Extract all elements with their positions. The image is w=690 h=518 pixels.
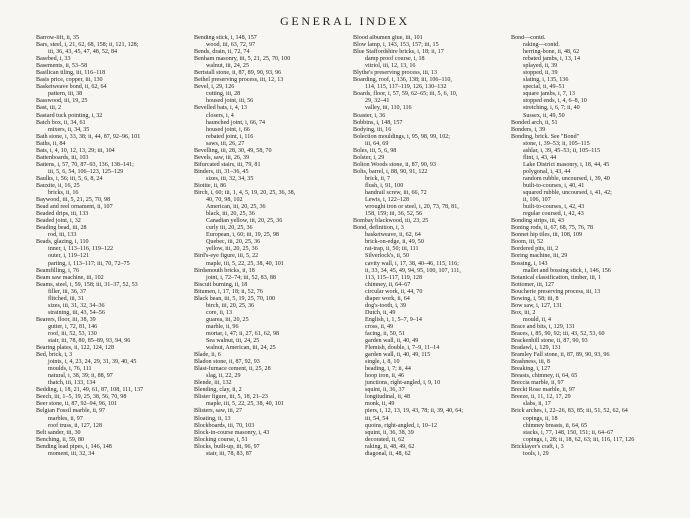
index-subentry: garden wall, ii, 40, 49 [365, 338, 419, 345]
index-subentry: rebated jambs, i, 13, 14 [523, 56, 581, 63]
index-subentry: polygonal, i, 43, 44 [523, 168, 571, 175]
index-subentry: sizes, iii, 31, 32, 34–36 [48, 302, 105, 309]
index-subentry: birch, iii, 20, 25, 36 [206, 302, 255, 309]
index-subentry: stacks, i, 77, 148, 150, 151; ii, 64–67 [523, 429, 614, 436]
index-entry: Biotite, ii, 86 [194, 182, 227, 189]
index-subentry: mixers, ii, 34, 35 [48, 126, 90, 133]
index-subentry: bricks, ii, 16 [48, 190, 79, 197]
index-subentry: 114, 115, 117–119, 126, 130–132 [365, 84, 447, 91]
index-entry: Baulks, i, 56; iii, 5, 6, 8, 24 [36, 175, 103, 182]
index-entry: Blow lamp, i, 143, 153, 157; iii, 15 [353, 42, 439, 49]
index-subentry: roof, iii, 52, 53, 130 [48, 330, 97, 337]
index-subentry: Lake District masonry, i, 18, 44, 45 [523, 161, 610, 168]
index-entry: Bethel preserving process, iii, 12, 13 [194, 77, 284, 84]
index-entry: Beaded joint, i, 32 [36, 218, 81, 225]
index-subentry: American, iii, 20, 25, 36 [206, 204, 266, 211]
index-subentry: 29, 32–41 [365, 98, 390, 105]
index-subentry: squint, ii, 36, 37 [365, 387, 405, 394]
index-entry: Bond, definition, i, 3 [353, 225, 404, 232]
index-entry: Bloating, ii, 13 [194, 415, 231, 422]
index-subentry: natural, i, 38, 39; ii, 88, 97 [48, 373, 113, 380]
index-subentry: slabs, ii, 17 [523, 401, 551, 408]
index-entry: Bats, i, 4, 10, 12, 13, 29; iii, 104 [36, 147, 115, 154]
index-entry: Birch, i, 60; iii, 1, 4, 5, 19, 20, 25, 36, 38, [194, 190, 296, 197]
index-subentry: piers, i, 12, 13, 19, 43, 78; ii, 39, 40, 64; [365, 408, 464, 415]
index-subentry: marbles, ii, 97 [48, 415, 83, 422]
index-entry: Bitumen, i, 17, 18; ii, 52, 76 [194, 288, 263, 295]
index-entry: Botanical classification, timber, iii, 1 [511, 274, 601, 281]
index-entry: Blister figure, iii, 5, 18, 21–23 [194, 394, 268, 401]
index-subentry: European, i, 60; iii, 19, 25, 98 [206, 232, 279, 239]
index-column-2 [194, 35, 346, 513]
index-entry: Blade, ii, 6 [194, 352, 221, 359]
index-entry: Bevelling, iii, 28, 30, 49, 58, 70 [194, 147, 272, 154]
index-subentry: Flemish, double, i, 7–9, 11–14 [365, 345, 440, 352]
index-entry: Bladon stone, ii, 87, 92, 93 [194, 359, 260, 366]
index-subentry: filler, iii, 36, 37 [48, 288, 87, 295]
index-entry: Blast-furnace cement, ii, 25, 28 [194, 366, 271, 373]
index-entry: Bending lead pipes, i, 146, 148 [36, 443, 112, 450]
index-subentry: copings, ii, 18 [523, 415, 558, 422]
index-subentry: longitudinal, ii, 48 [365, 394, 411, 401]
index-entry: Black bean, iii, 5, 19, 25, 70, 100 [194, 295, 276, 302]
index-entry: Boning rods, ii, 67, 68, 75, 76, 78 [511, 225, 594, 232]
index-entry: Brashness, iii, 8 [511, 359, 550, 366]
index-entry: Bearing plates, ii, 122, 124, 128 [36, 345, 115, 352]
index-subentry: iii, 54, 54 [365, 415, 389, 422]
index-subentry: decorated, ii, 62 [365, 436, 405, 443]
index-entry: Bifurcated stairs, iii, 79, 81 [194, 161, 261, 168]
index-entry: Bolton Woods stone, ii, 87, 90, 93 [353, 161, 437, 168]
index-subentry: mallet and bossing stick, i, 146, 156 [523, 267, 611, 274]
index-entry: Braces, i, 85, 90, 92; iii, 43, 52, 53, 60 [511, 330, 605, 337]
index-entry: Benham masonry, iii, 5, 21, 25, 70, 100 [194, 56, 291, 63]
index-subentry: yellow, iii, 20, 25, 36 [206, 246, 258, 253]
index-entry: Bed, brick, i, 3 [36, 352, 73, 359]
index-subentry: gutter, i, 72, 81, 146 [48, 323, 98, 330]
index-subentry: iii, 36, 43, 45, 47, 48, 52, 84 [48, 49, 118, 56]
index-entry: Boards, floor, i, 57, 59, 62–65; iii, 5, 6, 10, [353, 91, 458, 98]
index-subentry: random rubble, uncoursed, i, 39, 40 [523, 175, 610, 182]
index-subentry: heading, i, 7; ii, 44 [365, 366, 411, 373]
index-entry: Brick arches, i, 22–26, 83, 85; iii, 51, 52, 62, 64 [511, 408, 628, 415]
index-entry: Bonding strips, iii, 43 [511, 218, 564, 225]
index-subentry: 40, 70, 98, 102 [206, 197, 243, 204]
index-subentry: Lewis, i, 122–128 [365, 197, 410, 204]
index-entry: Bricklayer's craft, i, 3 [511, 443, 564, 450]
index-subentry: brick-on-edge, ii, 49, 50 [365, 239, 424, 246]
index-subentry: flush, i, 91, 100 [365, 182, 404, 189]
page-title: GENERAL INDEX [280, 14, 410, 28]
index-subentry: roof truss, ii, 127, 128 [48, 422, 102, 429]
index-entry: Beading bead, iii, 28 [36, 225, 87, 232]
index-subentry: joints, i, 4, 23, 24, 29, 31, 39, 40, 45 [48, 359, 137, 366]
index-entry: Beads, glazing, i, 110 [36, 239, 89, 246]
index-column-1 [36, 35, 188, 513]
index-subentry: straining, iii, 43, 54–56 [48, 309, 105, 316]
index-entry: Basketweave bond, ii, 62, 64 [36, 84, 107, 91]
index-entry: Basilican tiling, iii, 116–118 [36, 70, 106, 77]
index-entry: Blockboards, iii, 70, 103 [194, 422, 255, 429]
index-subentry: 113, 115–117, 119, 128 [365, 274, 422, 281]
index-entry: Bird's-eye figure, iii, 5, 22 [194, 253, 259, 260]
index-subentry: mould, ii, 4 [523, 316, 552, 323]
index-entry: Beamfilling, i, 76 [36, 267, 79, 274]
index-entry: Box, iii, 2 [511, 309, 536, 316]
index-subentry: inner, i, 113–116, 119–122 [48, 246, 114, 253]
index-subentry: valley, iii, 110, 116 [365, 105, 412, 112]
index-subentry: stopped, ii, 39 [523, 70, 558, 77]
index-subentry: marble, ii, 96 [206, 323, 239, 330]
index-entry: Breckt Rose marble, ii, 97 [511, 387, 575, 394]
index-subentry: facing, ii, 50, 51 [365, 330, 405, 337]
index-entry: Bending stick, i, 148, 157 [194, 35, 257, 41]
index-columns [36, 35, 666, 513]
index-entry: Breeze, ii, 11, 12, 17, 29 [511, 394, 571, 401]
index-entry: Bottomer, iii, 127 [511, 281, 555, 288]
index-subentry: iii, 64, 69 [365, 140, 389, 147]
index-subentry: ii, 106, 107 [523, 197, 551, 204]
index-subentry: 158, 159; iii, 36, 52, 56 [365, 211, 423, 218]
index-subentry: splayed, ii, 39 [523, 63, 558, 70]
index-entry: Boarding, roof, i, 136, 138; iii, 106–110, [353, 77, 452, 84]
index-entry: Batch box, ii, 34, 61 [36, 119, 86, 126]
index-subentry: outer, i, 119–121 [48, 253, 90, 260]
index-entry: Bevels, saw, iii, 26, 39 [194, 154, 250, 161]
index-subentry: moment, iii, 32, 34 [48, 450, 95, 457]
index-subentry: walnut, iii, 24, 25 [206, 63, 249, 70]
index-entry: Bauxite, ii, 16, 25 [36, 182, 80, 189]
index-subentry: saws, iii, 26, 27 [206, 140, 245, 147]
index-entry: Bevel, i, 29, 126 [194, 84, 235, 91]
index-entry: Brackenhill stone, ii, 87, 90, 93 [511, 338, 588, 345]
index-subentry: iii, 5, 6, 54, 106–123, 125–129 [48, 168, 124, 175]
index-entry: Breasts, chimney, ii, 64, 65 [511, 373, 578, 380]
index-subentry: Sussex, ii, 49, 50 [523, 112, 565, 119]
index-subentry: black, iii, 20, 25, 36 [206, 211, 255, 218]
index-subentry: Dutch, ii, 49 [365, 309, 396, 316]
index-entry: Bends, drain, ii, 72, 74 [194, 49, 250, 56]
index-subentry: parting, i, 113–117; iii, 70, 72–75 [48, 260, 130, 267]
index-entry: Bath stone, i, 33, 38; ii, 44, 87, 92–96, 101 [36, 133, 141, 140]
index-entry: Barrow-lift, ii, 35 [36, 35, 79, 41]
index-entry: Battenboards, iii, 103 [36, 154, 89, 161]
index-subentry: rod, iii, 133 [48, 232, 77, 239]
index-entry: Binders, iii, 31–36, 45 [194, 168, 249, 175]
index-subentry: Canadian yellow, iii, 20, 25, 36 [206, 218, 283, 225]
index-subentry: flitched, iii, 31 [48, 295, 84, 302]
index-entry: Baths, ii, 84 [36, 140, 66, 147]
index-entry: Breaking, i, 127 [511, 366, 551, 373]
index-entry: Belt sander, iii, 30 [36, 429, 81, 436]
index-subentry: cutting, iii, 28 [206, 91, 241, 98]
index-entry: Bonding, brick. See "Bond" [511, 133, 580, 140]
index-entry: Bast, iii, 2 [36, 105, 62, 112]
index-entry: Bonnet hip tiles, iii, 108, 109 [511, 232, 583, 239]
index-entry: Bolection mouldings, i, 95, 98, 99, 102; [353, 133, 450, 140]
index-entry: Bonded arch, ii, 51 [511, 119, 558, 126]
index-entry: Blocks, built-up, iii, 96, 97 [194, 443, 260, 450]
index-subentry: regular coursed, i, 42, 43 [523, 211, 584, 218]
index-entry: Bond—contd. [511, 35, 546, 41]
index-entry: Boom, iii, 52 [511, 239, 544, 246]
index-entry: Bastard tuck pointing, i, 32 [36, 112, 103, 119]
index-entry: Blende, iii, 132 [194, 380, 232, 387]
index-entry: Blending, clay, ii, 2 [194, 387, 242, 394]
index-entry: Blythe's preserving process, iii, 13 [353, 70, 438, 77]
index-entry: Biscuit burning, ii, 18 [194, 281, 248, 288]
index-subentry: core, ii, 13 [206, 309, 233, 316]
index-column-3 [353, 35, 505, 513]
index-entry: Bars, steel, i, 21, 62, 68, 158; ii, 121, 128; [36, 42, 139, 49]
index-subentry: tools, i, 29 [523, 450, 549, 457]
index-subentry: haunched joint, i, 66, 74 [206, 119, 266, 126]
index-entry: Baywood, iii, 5, 21, 25, 70, 98 [36, 197, 111, 204]
index-subentry: flint, i, 43, 44 [523, 154, 557, 161]
index-entry: Beer stone, ii, 87, 92–94, 96, 101 [36, 401, 118, 408]
index-entry: Basements, ii, 53–58 [36, 63, 88, 70]
index-subentry: Quebec, iii, 20, 25, 36 [206, 239, 261, 246]
index-subentry: squint, ii, 36, 38, 39 [365, 429, 414, 436]
index-entry: Bertstall stone, ii, 87, 89, 90, 93, 96 [194, 70, 282, 77]
index-entry: Bradawl, i, 129, 131 [511, 345, 561, 352]
index-entry: Bordered pits, iii, 2 [511, 246, 559, 253]
index-subentry: diagonal, ii, 48, 62 [365, 450, 411, 457]
index-subentry: pattern, iii, 38 [48, 91, 83, 98]
index-entry: Blocking course, i, 51 [194, 436, 248, 443]
index-entry: Basswood, iii, 19, 25 [36, 98, 88, 105]
index-entry: Bolts, barrel, i, 88, 90, 91, 122 [353, 168, 428, 175]
index-subentry: herring-bone, ii, 48, 62 [523, 49, 580, 56]
index-subentry: rat-trap, ii, 50; iii, 111 [365, 246, 419, 253]
index-subentry: slating, i, 135, 136 [523, 77, 569, 84]
index-entry: Basis price, copper, iii, 130 [36, 77, 103, 84]
index-subentry: moulds, i, 76, 111 [48, 366, 92, 373]
index-subentry: dog's-tooth, i, 39 [365, 302, 407, 309]
index-subentry: copings, i, 28; ii, 18, 62, 63; iii, 116, 117, 126 [523, 436, 635, 443]
index-entry: Birdsmouth bricks, ii, 18 [194, 267, 255, 274]
index-subentry: square jambs, i, 7, 13 [523, 91, 575, 98]
index-entry: Blood albumen glue, iii, 101 [353, 35, 423, 41]
index-subentry: ashlar, i, 39, 45–53; ii, 105–115 [523, 147, 601, 154]
index-subentry: rebated joint, i, 116 [206, 133, 254, 140]
index-subentry: chimney breasts, ii, 64, 65 [523, 422, 588, 429]
index-subentry: housed joint, iii, 56 [206, 98, 254, 105]
index-subentry: chimney, ii, 64–67 [365, 281, 411, 288]
index-subentry: mortar, i, 47; ii, 27, 61, 62, 98 [206, 330, 280, 337]
index-subentry: maple, iii, 5, 22, 25, 38, 40, 101 [206, 401, 284, 408]
index-entry: Brace and bits, i, 129, 131 [511, 323, 575, 330]
index-subentry: thatch, iii, 133, 134 [48, 380, 96, 387]
index-entry: Basebed, i, 33 [36, 56, 71, 63]
index-subentry: maple, iii, 5, 22, 25, 38, 40, 101 [206, 260, 284, 267]
index-subentry: diaper work, ii, 64 [365, 295, 410, 302]
index-subentry: garden wall, ii, 40, 49, 115 [365, 352, 431, 359]
index-subentry: hoop iron, ii, 46 [365, 373, 405, 380]
index-entry: Bobbins, i, 148, 157 [353, 119, 403, 126]
index-subentry: single, i, 8, 10 [365, 359, 400, 366]
index-subentry: quoins, right-angled, i, 10–12 [365, 422, 438, 429]
index-entry: Beaded drips, iii, 133 [36, 211, 89, 218]
index-subentry: circular work, ii, 44, 70 [365, 288, 423, 295]
index-entry: Beech, iii, 1–5, 19, 25, 38, 56, 70, 98 [36, 394, 127, 401]
index-subentry: wood, iii, 63, 72, 97 [206, 42, 256, 49]
index-entry: Bowing, i, 58; iii, 8 [511, 295, 559, 302]
index-subentry: raking, ii, 48, 49, 62 [365, 443, 415, 450]
index-subentry: closers, i, 4 [206, 112, 234, 119]
index-subentry: curly iii, 20, 25, 36 [206, 225, 253, 232]
index-subentry: raking—contd. [523, 42, 560, 49]
index-subentry: joint, i, 72–74; iii, 52, 83, 88 [206, 274, 276, 281]
index-entry: Breccia marble, ii, 97 [511, 380, 564, 387]
index-subentry: built-to-courses, i, 42, 43 [523, 204, 585, 211]
index-entry: Bombay blackwood, iii, 23, 25 [353, 218, 429, 225]
index-entry: Bow saw, i, 127, 131 [511, 302, 563, 309]
index-entry: Bearers, floor, iii, 38, 39 [36, 316, 96, 323]
index-subentry: basketweave, ii, 62, 64 [365, 232, 421, 239]
index-entry: Boring machine, iii, 29 [511, 253, 568, 260]
index-entry: Benching, ii, 59, 80 [36, 436, 85, 443]
index-entry: Blue Staffordshire bricks, i, 18; ii, 17 [353, 49, 444, 56]
index-subentry: squared rubble, uncoursed, i, 41, 42; [523, 190, 612, 197]
index-entry: Boles, iii, 5, 6, 98 [353, 147, 397, 154]
index-entry: Bramley Fall stone, ii, 87, 89, 90, 93, 96 [511, 352, 610, 359]
index-entry: Battens, i, 57, 70, 87–93, 136, 138–141; [36, 161, 134, 168]
index-subentry: ii, 33, 34, 45, 49, 94, 95, 100, 107, 111, [365, 267, 461, 274]
index-entry: Blisters, saw, iii, 27 [194, 408, 243, 415]
index-subentry: Sea walnut, iii, 24, 25 [206, 338, 260, 345]
index-entry: Block-in-course masonry, i, 43 [194, 429, 270, 436]
index-entry: Bossing, i, 143 [511, 260, 548, 267]
index-entry: Bevelled bats, i, 4, 13 [194, 105, 247, 112]
index-subentry: Silverlock's, ii, 50 [365, 253, 410, 260]
index-subentry: damp proof course, i, 18 [365, 56, 425, 63]
index-subentry: monk, ii, 49 [365, 401, 395, 408]
index-entry: Beams, steel, i, 59, 158; iii, 31–37, 52, 53 [36, 281, 138, 288]
index-subentry: slag, ii, 22, 29 [206, 373, 241, 380]
index-subentry: cavity wall, i, 17, 38, 40–46, 115, 116; [365, 260, 459, 267]
index-subentry: special, ii, 49–51 [523, 84, 565, 91]
index-entry: Bolster, i, 29 [353, 154, 385, 161]
index-entry: Boucherie preserving process, iii, 13 [511, 288, 601, 295]
index-entry: Bead and reel ornament, ii, 107 [36, 204, 113, 211]
index-column-4 [511, 35, 663, 513]
index-subentry: vitriol, iii, 12, 13, 16 [365, 63, 416, 70]
index-subentry: sizes, iii, 32, 34, 35 [206, 175, 254, 182]
index-subentry: stair, iii, 78, 80, 85–89, 93, 94, 96 [48, 338, 131, 345]
index-subentry: stretching, i, 6, 7; ii, 40 [523, 105, 580, 112]
index-subentry: handrail screw, iii, 66, 72 [365, 190, 427, 197]
index-entry: Bonders, i, 39 [511, 126, 546, 133]
index-subentry: guarea, iii, 20, 25 [206, 316, 249, 323]
index-subentry: housed joint, i, 66 [206, 126, 250, 133]
index-subentry: walnut, American, iii, 24, 25 [206, 345, 276, 352]
index-subentry: English, i, 1, 5–7, 9–14 [365, 316, 422, 323]
index-entry: Bodying, iii, 16 [353, 126, 392, 133]
index-subentry: brick, ii, 7 [365, 175, 391, 182]
index-entry: Bedding, i, 18, 21, 49, 61, 87, 108, 111, 137 [36, 387, 144, 394]
index-entry: Beam saw machine, iii, 102 [36, 274, 104, 281]
index-subentry: stopped ends, i, 4, 6–8, 10 [523, 98, 587, 105]
index-subentry: cross, ii, 49 [365, 323, 394, 330]
index-subentry: stone, i, 39–53; ii, 105–115 [523, 140, 590, 147]
index-entry: Belgian Fossil marble, ii, 97 [36, 408, 106, 415]
index-subentry: junctions, right-angled, i, 9, 10 [365, 380, 441, 387]
index-entry: Boaster, i, 36 [353, 112, 386, 119]
index-subentry: stair, iii, 78, 83, 87 [206, 450, 252, 457]
index-subentry: built-to-courses, i, 40, 41 [523, 182, 585, 189]
index-subentry: wrought iron or steel, i, 20, 73, 78, 81, [365, 204, 459, 211]
